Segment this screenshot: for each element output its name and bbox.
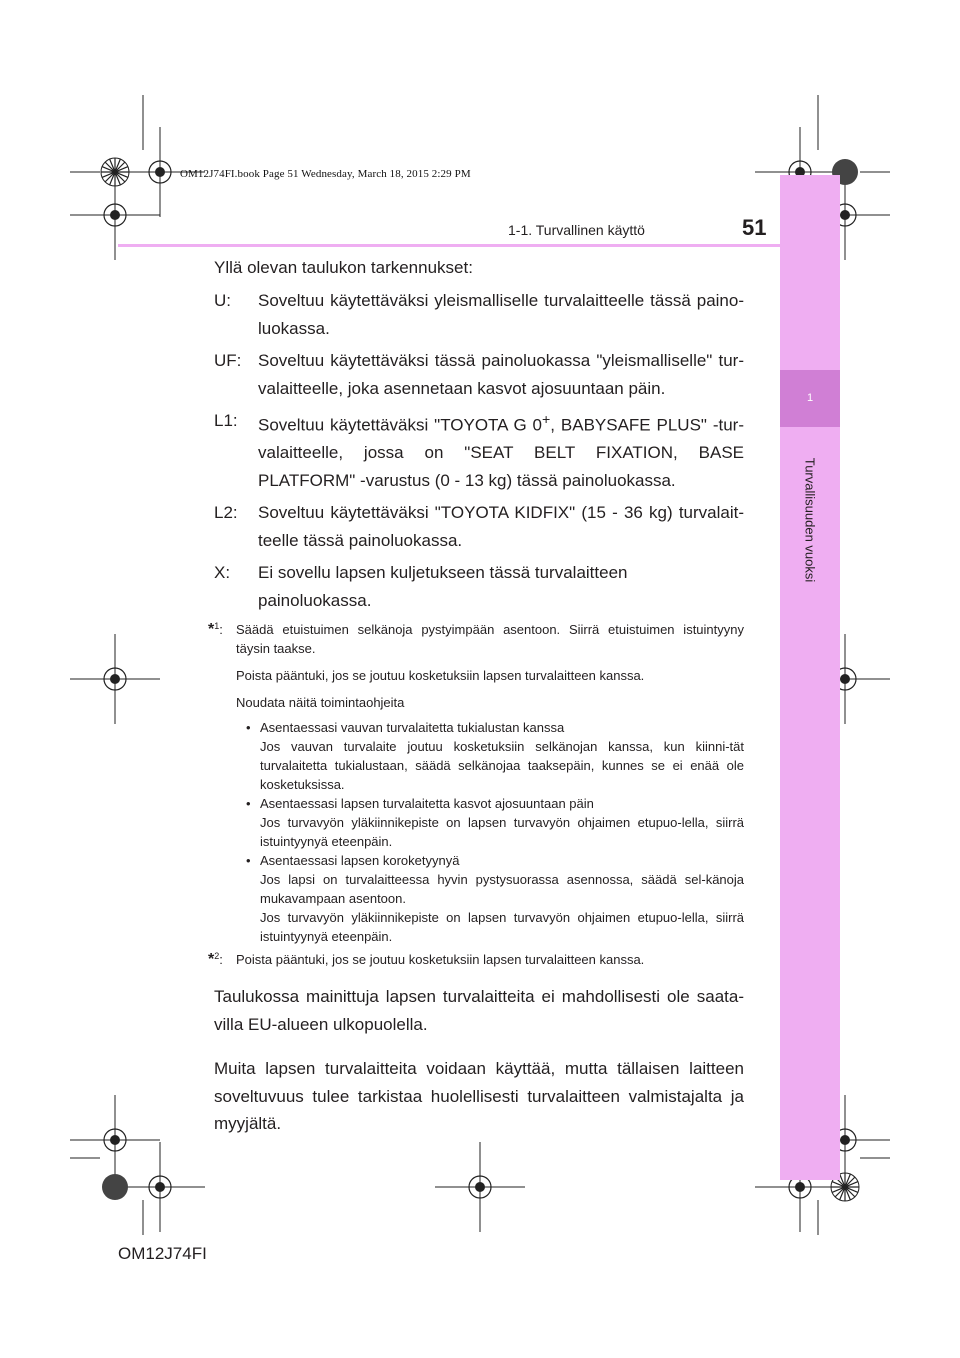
definition-text: Soveltuu käytettäväksi yleismalliselle turvalaitteelle tässä paino-luokassa.: [258, 291, 744, 338]
definition-item: [214, 287, 744, 342]
footnote-text: Säädä etuistuimen selkänoja pystyimpään asentoon. Siirrä etuistuimen istuintyyny täysin taakse.: [236, 622, 744, 657]
instruction-list: [214, 718, 744, 946]
definition-superscript: +: [542, 412, 551, 428]
list-item-detail: Jos vauvan turvalaite joutuu kosketuksiin selkänojan kanssa, kun kiinni-tät turvalaitetta tukialustaan, säädä selkänojaa taaksepäin, kunnes se ei enää ole kosketuksissa.: [260, 739, 744, 793]
definition-item: [214, 499, 744, 554]
body-paragraph: Taulukossa mainittuja lapsen turvalaitteita ei mahdollisesti ole saata-villa EU-alueen ulkopuolella.: [214, 987, 744, 1034]
definition-text: Soveltuu käytettäväksi "TOYOTA KIDFIX" (15 - 36 kg) turvalait-teelle tässä painoluokassa.: [258, 503, 744, 550]
footnote-text: Poista pääntuki, jos se joutuu kosketuksiin lapsen turvalaitteen kanssa.: [236, 952, 645, 968]
page-content: [208, 255, 744, 1155]
section-title: 1-1. Turvallinen käyttö: [508, 222, 645, 238]
definition-text-part: Soveltuu käytettäväksi "TOYOTA G 0: [258, 415, 543, 435]
list-item-title: • Asentaessasi lapsen koroketyynyä: [260, 853, 460, 869]
list-item: [246, 851, 744, 946]
footnote-2: [208, 950, 744, 969]
list-item-detail: Jos turvavyön yläkiinnikepiste on lapsen turvavyön ohjaimen etupuo-lella, siirrä istuintyynyä eteenpäin.: [260, 910, 744, 945]
definition-item: [214, 347, 744, 402]
footnote-paragraph: Poista pääntuki, jos se joutuu kosketuksiin lapsen turvalaitteen kanssa.: [236, 668, 645, 684]
definition-key: L2:: [214, 503, 238, 523]
footnote-paragraph: Noudata näitä toimintaohjeita: [236, 695, 405, 711]
list-item: [246, 718, 744, 794]
chapter-side-tab: [780, 175, 840, 1180]
intro-text: Yllä olevan taulukon tarkennukset:: [214, 258, 473, 277]
definition-item: [214, 559, 744, 614]
definition-key: U:: [214, 291, 231, 310]
list-item-title: • Asentaessasi vauvan turvalaitetta tukialustan kanssa: [260, 720, 565, 736]
document-code: OM12J74FI: [118, 1244, 207, 1263]
definition-key: UF:: [214, 351, 242, 370]
body-paragraph: Muita lapsen turvalaitteita voidaan käyttää, mutta tällaisen laitteen soveltuvuus tulee tarkistaa huolellisesti turvalaitteen valmistajalta ja myyjältä.: [214, 1059, 744, 1134]
definition-item: [214, 407, 744, 494]
definition-text: Ei sovellu lapsen kuljetukseen tässä turvalaitteen painoluokassa.: [258, 563, 628, 610]
list-item: [246, 794, 744, 851]
list-item-detail: Jos lapsi on turvalaitteessa hyvin pystysuorassa asennossa, säädä sel-känoja mukavampaan asentoon.: [260, 872, 744, 907]
header-rule: [118, 244, 780, 247]
print-info-line: OM12J74FI.book Page 51 Wednesday, March 18, 2015 2:29 PM: [180, 168, 471, 180]
footnote-1: [208, 620, 744, 658]
list-item-title: • Asentaessasi lapsen turvalaitetta kasvot ajosuuntaan päin: [260, 796, 594, 812]
chapter-title-vertical: Turvallisuuden vuoksi: [802, 457, 818, 583]
definition-key: L1:: [214, 411, 238, 430]
page-number: 51: [742, 215, 767, 240]
definition-text-part: , BABYSAFE PLUS" -tur-valaitteelle, jossa on "SEAT BELT FIXATION, BASE PLATFORM" -varustus (0 - 13 kg) tässä painoluokassa.: [258, 415, 744, 490]
footnote-marker: *$^2$:: [208, 951, 223, 969]
footnote-marker: *$^1$:: [208, 621, 223, 639]
definition-key: X:: [214, 563, 231, 583]
chapter-number-tab: 1: [780, 370, 840, 427]
list-item-detail: Jos turvavyön yläkiinnikepiste on lapsen turvavyön ohjaimen etupuo-lella, siirrä istuintyynyä eteenpäin.: [260, 815, 744, 850]
definition-text: Soveltuu käytettäväksi tässä painoluokassa "yleismalliselle" tur-valaitteelle, joka asennetaan kasvot ajosuuntaan päin.: [258, 351, 744, 398]
